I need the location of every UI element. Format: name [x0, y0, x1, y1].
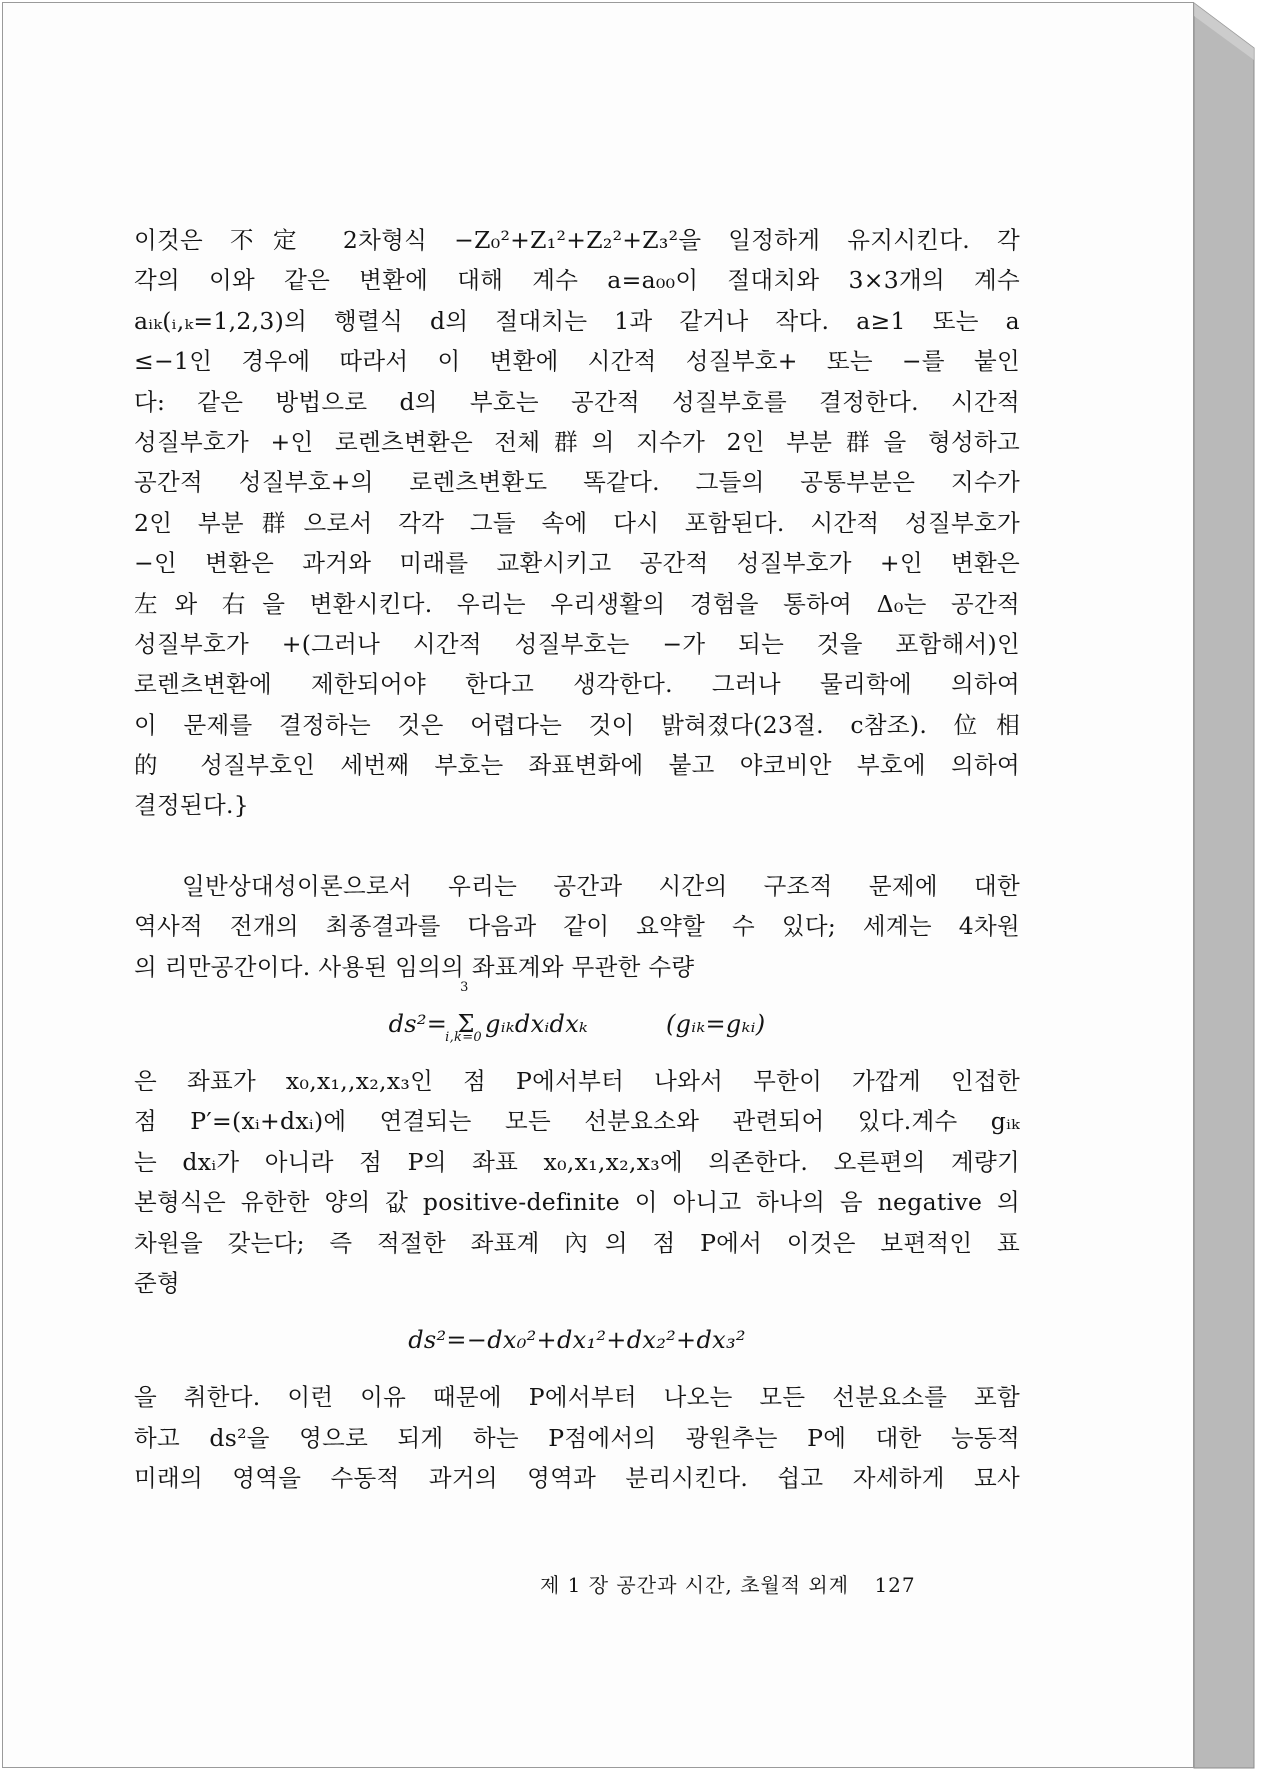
equation-metric: [134, 980, 1020, 1053]
text-line: aᵢₖ(ᵢ,ₖ=1,2,3)의 행렬식 d의 절대치는 1과 같거나 작다. a≥1 또는 a: [134, 306, 1020, 335]
equation-lhs: ds²=: [388, 1010, 448, 1039]
equation-normal-form: ds²=−dx₀²+dx₁²+dx₂²+dx₃²: [408, 1326, 746, 1355]
text-line: −인 변환은 과거와 미래를 교환시키고 공간적 성질부호가 +인 변환은: [134, 549, 1020, 578]
text-line: 다: 같은 방법으로 d의 부호는 공간적 성질부호를 결정한다. 시간적: [134, 387, 1020, 416]
text-line: 결정된다.}: [134, 791, 250, 820]
text-line: 준형: [134, 1268, 181, 1297]
paragraph-line-element: [134, 1061, 1020, 1303]
running-chapter-title: 제 1 장 공간과 시간, 초월적 외계: [540, 1573, 850, 1597]
paragraph-lorentz-signs: [134, 220, 1020, 826]
text-line: 점 P′=(xᵢ+dxᵢ)에 연결되는 모든 선분요소와 관련되어 있다.계수 gᵢₖ: [134, 1107, 1020, 1136]
text-line: 하고 ds²을 영으로 되게 하는 P점에서의 광원추는 P에 대한 능동적: [134, 1423, 1020, 1452]
paragraph-general-relativity: [134, 866, 1020, 987]
text-line: 2인 부분群으로서 각각 그들 속에 다시 포함된다. 시간적 성질부호가: [134, 508, 1020, 537]
text-line: 역사적 전개의 최종결과를 다음과 같이 요약할 수 있다; 세계는 4차원: [134, 912, 1020, 941]
text-line: 미래의 영역을 수동적 과거의 영역과 분리시킨다. 쉽고 자세하게 묘사: [134, 1464, 1020, 1493]
text-line: 은 좌표가 x₀,x₁,,x₂,x₃인 점 P에서부터 나와서 무한이 가깝게 인접한: [134, 1067, 1020, 1096]
text-line: 이것은 不定 2차형식 −Z₀²+Z₁²+Z₂²+Z₃²을 일정하게 유지시킨다. 각: [134, 226, 1020, 254]
text-line: 的 성질부호인 세번째 부호는 좌표변화에 붙고 야코비안 부호에 의하여: [134, 751, 1020, 780]
text-line: 로렌츠변환에 제한되어야 한다고 생각한다. 그러나 물리학에 의하여: [134, 670, 1020, 699]
page-number: 127: [874, 1573, 916, 1597]
sum-lower-limit: i,k=0: [445, 1030, 482, 1046]
text-line: 이 문제를 결정하는 것은 어렵다는 것이 밝혀졌다(23절. c참조). 位相: [134, 710, 1020, 739]
equation-rhs: gᵢₖdxᵢdxₖ: [485, 1010, 589, 1039]
text-line: 일반상대성이론으로서 우리는 공간과 시간의 구조적 문제에 대한: [182, 871, 1020, 900]
summation-symbol: [445, 980, 482, 1053]
text-line: 각의 이와 같은 변환에 대해 계수 a=a₀₀이 절대치와 3×3개의 계수: [134, 266, 1020, 295]
page-footer: [540, 1569, 1010, 1598]
text-line: 는 dxᵢ가 아니라 점 P의 좌표 x₀,x₁,x₂,x₃에 의존한다. 오른편의 계량기: [134, 1147, 1020, 1176]
text-line: 성질부호가 +인 로렌츠변환은 전체群의 지수가 2인 부분群을 형성하고: [134, 427, 1020, 456]
page-body: [134, 220, 1020, 1499]
text-line: 차원을 갖는다; 즉 적절한 좌표계 內의 점 P에서 이것은 보편적인 표: [134, 1228, 1020, 1257]
text-line: 을 취한다. 이런 이유 때문에 P에서부터 나오는 모든 선분요소를 포함: [134, 1383, 1020, 1412]
text-line: 의 리만공간이다. 사용된 임의의 좌표계와 무관한 수량: [134, 952, 695, 981]
text-line: 左와 右을 변환시킨다. 우리는 우리생활의 경험을 통하여 Δ₀는 공간적: [134, 589, 1020, 618]
text-line: ≤−1인 경우에 따라서 이 변환에 시간적 성질부호+ 또는 −를 붙인: [134, 347, 1020, 376]
sum-sigma: Σ: [457, 1010, 475, 1039]
text-line: 본형식은 유한한 양의 값 positive-definite 이 아니고 하나의 음 negative 의: [134, 1188, 1020, 1217]
paragraph-light-cone: [134, 1377, 1020, 1498]
text-line: 성질부호가 +(그러나 시간적 성질부호는 −가 되는 것을 포함해서)인: [134, 629, 1020, 658]
sum-upper-limit: 3: [460, 980, 469, 996]
text-line: 공간적 성질부호+의 로렌츠변환도 똑같다. 그들의 공통부분은 지수가: [134, 468, 1020, 497]
equation-condition: (gᵢₖ=gₖᵢ): [665, 1010, 766, 1039]
